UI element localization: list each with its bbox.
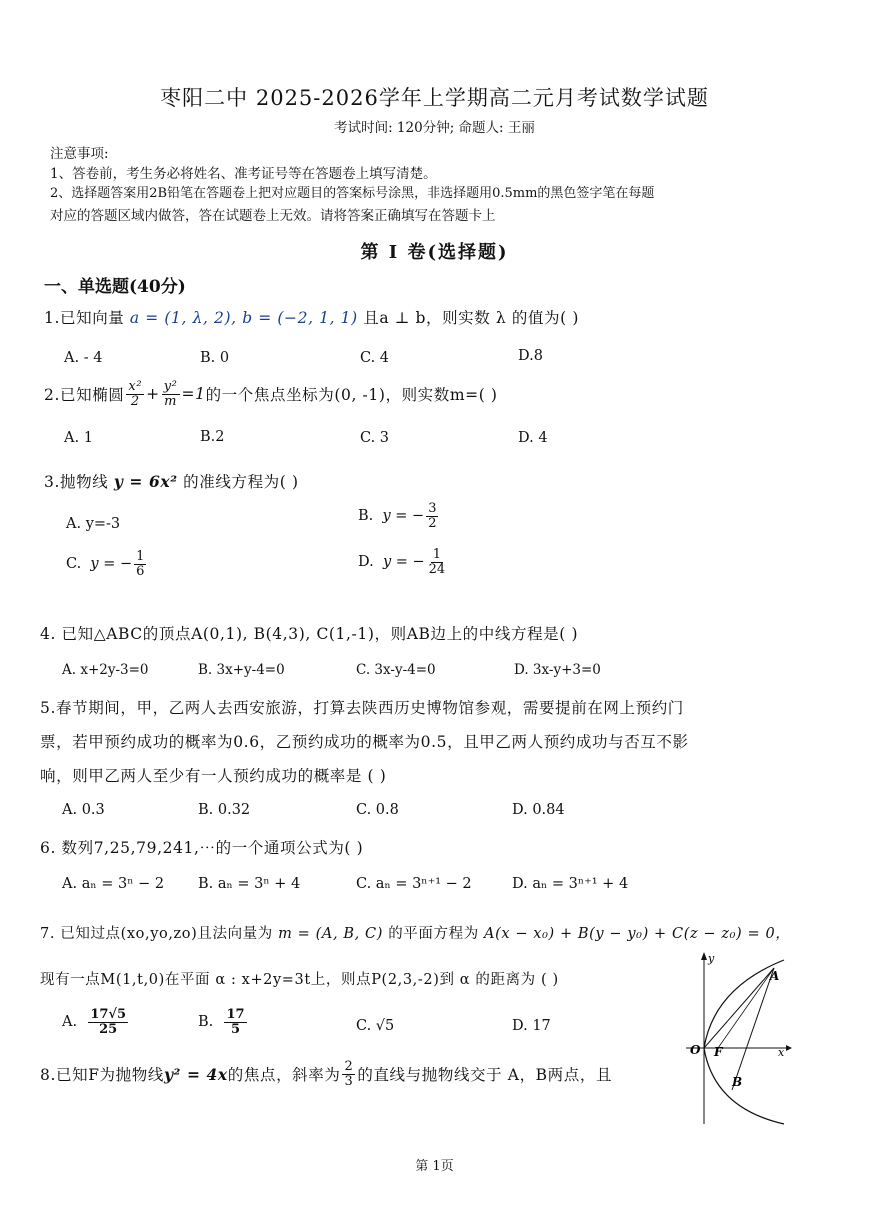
q1-vectors-formula: a = (1, λ, 2), b = (−2, 1, 1) xyxy=(129,309,358,327)
label-y: y xyxy=(708,952,715,965)
segment-oa xyxy=(704,968,774,1048)
notice-item-2-line-1: 2、选择题答案用2B铅笔在答题卷上把对应题目的答案标号涂黑，非选择题用0.5mm的黑色签字笔在每题 xyxy=(50,186,655,201)
parabola-curve xyxy=(704,960,784,1124)
q3-optc-num: 1 xyxy=(136,549,145,564)
x-axis-arrow xyxy=(786,1045,792,1051)
q1-pre: 1.已知向量 xyxy=(44,309,125,327)
q7-normal-vector: m = (A, B, C) xyxy=(278,926,383,942)
question-4-stem: 4. 已知△ABC的顶点A(0,1), B(4,3), C(1,-1)，则AB边上的中线方程是( ) xyxy=(40,625,579,643)
q3-formula: y = 6x² xyxy=(113,472,178,491)
q7-optb-den: 5 xyxy=(231,1021,241,1037)
q8-num: 2 xyxy=(344,1059,354,1074)
q3-pre: 3.抛物线 xyxy=(44,473,109,491)
label-x: x xyxy=(778,1046,785,1059)
q5-option-b: B. 0.32 xyxy=(198,802,251,818)
q7-option-d: D. 17 xyxy=(512,1018,551,1034)
q1-option-c: C. 4 xyxy=(360,350,390,366)
question-6-stem: 6. 数列7,25,79,241,⋯的一个通项公式为( ) xyxy=(40,839,364,857)
q3-optd-den: 24 xyxy=(428,561,446,577)
q8-formula: y² = 4x xyxy=(163,1064,228,1084)
q2-option-c: C. 3 xyxy=(360,430,390,446)
q8-pre: 8.已知F为抛物线 xyxy=(40,1066,164,1085)
q4-option-b: B. 3x+y-4=0 xyxy=(198,662,285,678)
q7-option-a xyxy=(62,1008,130,1036)
q3-optb-num: 3 xyxy=(428,501,437,516)
q5-line-1: 5.春节期间，甲，乙两人去西安旅游，打算去陕西历史博物馆参观，需要提前在网上预约门 xyxy=(40,699,684,717)
q5-line-2: 票，若甲预约成功的概率为0.6，乙预约成功的概率为0.5，且甲乙两人预约成功与否互不影 xyxy=(40,733,689,751)
q7-opta-frac xyxy=(88,1008,128,1036)
q7-optb-frac xyxy=(224,1008,246,1036)
notice-heading: 注意事项: xyxy=(50,146,109,162)
question-3-stem xyxy=(44,470,299,492)
q3-optd-frac xyxy=(427,548,448,576)
q2-pre: 2.已知椭圆 xyxy=(44,386,125,405)
q3-optc-label: C. xyxy=(66,556,82,573)
q7-plane-equation: A(x − x₀) + B(y − y₀) + C(z − z₀) = 0， xyxy=(484,926,791,942)
q6-option-b: B. aₙ = 3ⁿ + 4 xyxy=(198,876,301,892)
q5-option-c: C. 0.8 xyxy=(356,802,399,818)
q7-option-c: C. √5 xyxy=(356,1018,395,1034)
part-heading: 一、单选题(40分) xyxy=(44,277,186,297)
q7-optb-num: 17 xyxy=(226,1007,245,1022)
exam-info: 考试时间: 120分钟; 命题人: 王丽 xyxy=(334,120,535,136)
question-2-stem xyxy=(44,380,498,408)
q8-post: 的直线与抛物线交于 A，B两点，且 xyxy=(357,1066,613,1085)
q7-option-b xyxy=(198,1008,249,1036)
q3-optc-den: 6 xyxy=(136,563,145,579)
q3-optd-lhs: y = − xyxy=(382,554,425,571)
q7-pre: 7. 已知过点(xo,yo,zo)且法向量为 xyxy=(40,926,273,942)
q2-option-b: B.2 xyxy=(200,429,225,445)
label-a: A xyxy=(770,969,780,983)
q7-optb-label: B. xyxy=(198,1014,214,1031)
q2-f2-num: y² xyxy=(163,379,178,394)
q7-opta-den: 25 xyxy=(99,1021,118,1037)
notice-item-2-line-2: 对应的答题区域内做答，答在试题卷上无效。请将答案正确填写在答题卡上 xyxy=(50,208,496,224)
q2-f1-den: 2 xyxy=(130,393,140,409)
q4-option-a: A. x+2y-3=0 xyxy=(62,662,149,678)
q7-opta-label: A. xyxy=(62,1014,78,1031)
q3-optd-num: 1 xyxy=(432,547,442,562)
q1-option-d: D.8 xyxy=(518,348,543,364)
q3-option-c xyxy=(66,550,148,578)
q8-slope-frac xyxy=(342,1060,355,1088)
q7-mid: 的平面方程为 xyxy=(388,926,479,942)
q3-post: 的准线方程为( ) xyxy=(183,473,299,491)
q5-option-a: A. 0.3 xyxy=(62,802,105,818)
q3-optb-label: B. xyxy=(358,508,374,525)
q3-optb-frac xyxy=(426,502,438,530)
q7-line-1 xyxy=(40,922,790,943)
label-b: B xyxy=(732,1075,743,1089)
q1-post: 且a ⊥ b，则实数 λ 的值为( ) xyxy=(363,309,579,327)
section-title: 第 I 卷(选择题) xyxy=(360,242,509,263)
q1-option-b: B. 0 xyxy=(200,350,230,366)
q6-option-d: D. aₙ = 3ⁿ⁺¹ + 4 xyxy=(512,876,629,892)
exam-title: 枣阳二中 2025-2026学年上学期高二元月考试数学试题 xyxy=(160,86,709,110)
question-1-stem xyxy=(44,306,579,328)
q2-option-d: D. 4 xyxy=(518,430,548,446)
label-o: O xyxy=(690,1043,701,1057)
q3-optc-frac xyxy=(134,550,146,578)
parabola-figure xyxy=(684,948,794,1128)
label-f: F xyxy=(714,1045,723,1059)
q3-option-a: A. y=-3 xyxy=(66,516,121,532)
y-axis-arrow xyxy=(701,952,707,960)
q2-post: 的一个焦点坐标为(0, -1)，则实数m=( ) xyxy=(205,386,498,405)
q3-option-d xyxy=(358,548,449,576)
q3-optb-den: 2 xyxy=(428,515,437,531)
q2-eq: =1 xyxy=(181,385,206,404)
q2-fraction-y xyxy=(162,380,180,408)
q2-plus: + xyxy=(146,385,160,404)
question-8-stem xyxy=(40,1060,612,1088)
q2-f1-num: x² xyxy=(128,379,143,394)
notice-item-1: 1、答卷前，考生务必将姓名、准考证号等在答题卷上填写清楚。 xyxy=(50,166,437,182)
q2-option-a: A. 1 xyxy=(64,430,93,446)
q3-optb-lhs: y = − xyxy=(382,508,425,525)
q5-option-d: D. 0.84 xyxy=(512,802,565,818)
q3-optc-lhs: y = − xyxy=(90,556,133,573)
q7-opta-num: 17√5 xyxy=(90,1007,126,1022)
q5-line-3: 响，则甲乙两人至少有一人预约成功的概率是 ( ) xyxy=(40,767,387,785)
q2-f2-den: m xyxy=(164,393,178,409)
q6-option-c: C. aₙ = 3ⁿ⁺¹ − 2 xyxy=(356,876,472,892)
q1-option-a: A. - 4 xyxy=(64,350,103,366)
q8-mid: 的焦点，斜率为 xyxy=(227,1066,341,1085)
q8-den: 3 xyxy=(344,1073,354,1089)
q7-line-2: 现有一点M(1,t,0)在平面 α : x+2y=3t上，则点P(2,3,-2)到 α 的距离为 ( ) xyxy=(40,972,559,988)
q4-option-c: C. 3x-y-4=0 xyxy=(356,662,436,678)
page-number: 第 1页 xyxy=(415,1159,454,1174)
q2-fraction-x xyxy=(126,380,144,408)
q4-option-d: D. 3x-y+3=0 xyxy=(514,662,601,678)
q3-optd-label: D. xyxy=(358,554,374,571)
q6-option-a: A. aₙ = 3ⁿ − 2 xyxy=(62,876,165,892)
q3-option-b xyxy=(358,502,440,530)
